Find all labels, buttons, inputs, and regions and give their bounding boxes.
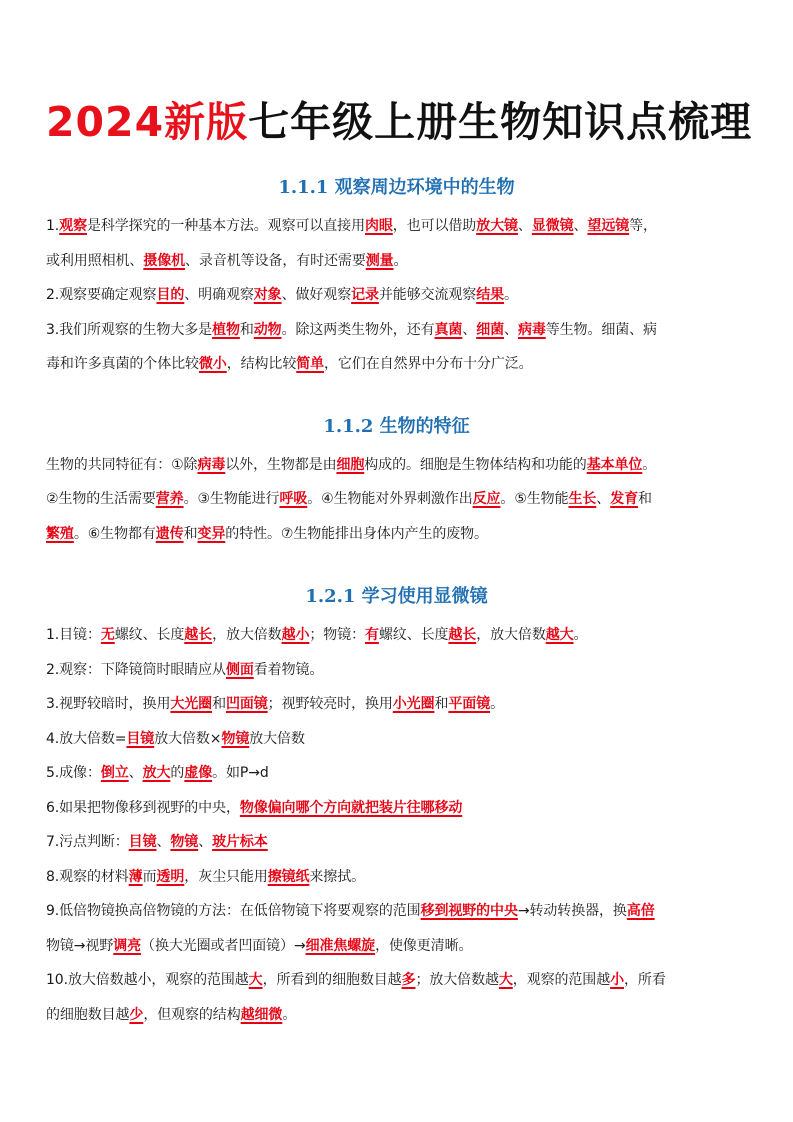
keyword-highlight: 越长 [448,627,477,643]
keyword-highlight: 简单 [296,356,325,372]
text-segment: ，放大倍数 [212,627,282,643]
keyword-highlight: 微小 [198,356,227,372]
keyword-highlight: 有 [365,627,379,643]
keyword-highlight: 物像偏向哪个方向就把装片往哪移动 [239,799,463,816]
keyword-highlight: 动物 [253,321,282,338]
keyword-highlight: 多 [401,972,416,988]
keyword-highlight: 凹面镜 [225,696,268,712]
keyword-highlight: 物镜 [221,730,250,747]
text-segment: 9.低倍物镜换高倍物镜的方法：在低倍物镜下将要观察的范围 [46,903,421,919]
text-segment: ，所看到的细胞数目越 [262,972,402,988]
text-segment: ；视野较亮时，换用 [267,696,393,712]
keyword-highlight: 细准焦螺旋 [305,937,376,954]
text-segment: 螺纹、长度 [114,627,185,643]
text-segment: 物镜→视野 [46,937,114,954]
keyword-highlight: 高倍 [626,903,655,919]
text-segment: ，它们在自然界中分布十分广泛。 [324,356,533,372]
text-line [46,825,747,860]
text-line [46,517,747,552]
text-segment: 。 [393,252,408,269]
text-segment: 放大倍数 [249,730,305,747]
keyword-highlight: 细菌 [476,321,505,338]
text-segment: 7.污点判断： [46,834,129,850]
keyword-highlight: 移到视野的中央 [420,903,518,919]
text-segment: 是科学探究的一种基本方法。观察可以直接用 [86,218,365,234]
keyword-highlight: 目镜 [128,834,157,850]
text-segment: ，但观察的结构 [143,1006,241,1023]
keyword-highlight: 繁殖 [46,525,74,542]
section-body-characteristics [46,448,747,552]
keyword-highlight: 发育 [610,491,639,507]
keyword-highlight: 结果 [476,287,505,303]
keyword-highlight: 越长 [184,627,213,643]
text-segment: 构成的。细胞是生物体结构和功能的 [364,456,587,473]
text-segment: 、做好观察 [281,287,352,303]
keyword-highlight: 病毒 [517,321,546,338]
text-segment: 看着物镜。 [253,661,324,678]
text-line [46,209,747,244]
keyword-highlight: 薄 [128,868,143,885]
keyword-highlight: 大光圈 [170,696,213,712]
keyword-highlight: 目的 [156,287,185,303]
text-segment: 2.观察要确定观察 [46,287,157,303]
text-segment: 。 [642,456,657,473]
keyword-highlight: 玻片标本 [212,834,268,850]
title-year-part: 2024新版 [46,98,249,146]
text-segment: 和 [212,696,226,712]
text-segment: 、 [128,765,143,781]
keyword-highlight: 反应 [472,491,501,507]
text-segment: 。除这两类生物外，还有 [281,321,435,338]
keyword-highlight: 擦镜纸 [267,868,310,885]
text-line [46,791,747,826]
keyword-highlight: 小光圈 [392,696,435,712]
text-segment: 3.视野较暗时，换用 [46,696,171,712]
keyword-highlight: 小 [610,972,625,988]
text-segment: ，结构比较 [226,356,297,372]
text-segment: 、明确观察 [184,287,254,303]
text-line [46,653,747,688]
text-segment: 8.观察的材料 [46,868,129,885]
text-segment: 的特性。⑦生物能排出身体内产生的废物。 [225,525,488,542]
title-main-part: 七年级上册生物知识点梳理 [248,98,753,146]
text-segment: 而 [142,868,157,885]
keyword-highlight: 摄像机 [143,252,186,269]
text-line [46,482,747,517]
keyword-highlight: 放大 [142,765,171,781]
keyword-highlight: 大 [498,972,513,988]
text-segment: 和 [183,525,198,542]
keyword-highlight: 侧面 [225,661,254,678]
keyword-highlight: 倒立 [100,765,129,781]
text-line [46,448,747,483]
text-segment: 的 [170,765,185,781]
text-segment: 、 [462,321,477,338]
section-heading-observation: 1.1.1 观察周边环境中的生物 [278,177,515,198]
text-segment: 10.放大倍数越小，观察的范围越 [46,972,249,988]
text-segment: ，使像更清晰。 [375,937,473,954]
keyword-highlight: 记录 [351,287,379,303]
keyword-highlight: 调亮 [113,937,142,954]
text-segment: 、 [517,218,532,234]
text-segment: 的细胞数目越 [46,1006,130,1023]
text-segment: （换大光圈或者凹面镜）→ [141,937,306,954]
text-line [46,244,747,279]
keyword-highlight: 物镜 [170,834,199,850]
text-segment: 。 [490,696,504,712]
section-heading-microscope: 1.2.1 学习使用显微镜 [305,586,488,607]
section-body-microscope [46,618,747,1032]
text-segment: 或利用照相机、 [46,252,144,269]
text-segment: 、 [198,834,213,850]
text-segment: 3.我们所观察的生物大多是 [46,321,213,338]
text-segment: ，观察的范围越 [512,972,611,988]
section-heading-characteristics: 1.1.2 生物的特征 [323,415,470,437]
text-segment: 和 [638,491,652,507]
text-segment: ②生物的生活需要 [46,491,156,507]
text-segment: 、录音机等设备，有时还需要 [185,252,366,269]
keyword-highlight: 遗传 [155,525,184,542]
keyword-highlight: 呼吸 [279,491,308,507]
text-segment: 。 [573,627,588,643]
text-line [46,313,747,348]
text-segment: 等， [629,218,657,234]
text-segment: 等生物。细菌、病 [545,321,657,338]
page-title [46,0,753,152]
keyword-highlight: 细胞 [336,456,365,473]
text-line [46,618,747,653]
text-segment: ，所看 [624,972,666,988]
text-segment: 。③生物能进行 [183,491,280,507]
text-segment: ，也可以借助 [392,218,477,234]
keyword-highlight: 目镜 [126,730,155,747]
text-segment: 1. [46,218,60,234]
keyword-highlight: 虚像 [184,765,213,781]
text-line [46,687,747,722]
text-segment: 5.成像： [46,765,101,781]
keyword-highlight: 病毒 [197,456,226,473]
text-segment: ，放大倍数 [476,627,546,643]
keyword-highlight: 观察 [59,218,87,234]
text-segment: 螺纹、长度 [378,627,449,643]
text-segment: ；放大倍数越 [415,972,499,988]
text-line [46,963,747,998]
text-segment: 2.观察：下降镜筒时眼睛应从 [46,661,226,678]
text-line [46,278,747,313]
text-segment: 、 [573,218,588,234]
keyword-highlight: 放大镜 [476,218,518,234]
keyword-highlight: 望远镜 [587,218,630,234]
keyword-highlight: 对象 [253,287,282,303]
text-segment: 。④生物能对外界刺激作出 [307,491,473,507]
text-segment: 6.如果把物像移到视野的中央， [46,799,240,816]
text-segment: 和 [434,696,449,712]
keyword-highlight: 肉眼 [364,218,393,234]
text-line [46,756,747,791]
text-segment: →转动转换器，换 [517,903,627,919]
text-segment: ；物镜： [309,627,365,643]
keyword-highlight: 越细微 [240,1006,283,1023]
text-segment: 毒和许多真菌的个体比较 [46,356,199,372]
keyword-highlight: 真菌 [434,321,463,338]
keyword-highlight: 越大 [545,627,574,643]
keyword-highlight: 营养 [155,491,184,507]
text-line [46,998,747,1033]
text-segment: 、 [156,834,171,850]
text-segment: 和 [239,321,254,338]
keyword-highlight: 透明 [156,868,185,885]
text-segment: 以外，生物都是由 [225,456,337,473]
keyword-highlight: 生长 [568,491,597,507]
text-segment: 并能够交流观察 [378,287,477,303]
keyword-highlight: 越小 [281,627,310,643]
text-line [46,929,747,964]
text-segment: 放大倍数× [154,730,222,747]
text-segment: 、 [596,491,611,507]
text-line [46,347,747,382]
keyword-highlight: 植物 [212,321,240,338]
text-segment: 。 [504,287,518,303]
text-segment: 生物的共同特征有：①除 [46,456,198,473]
section-body-observation [46,209,747,382]
text-line [46,894,747,929]
text-segment: 。如P→d [212,765,269,781]
keyword-highlight: 大 [248,972,263,988]
text-segment: ，灰尘只能用 [184,868,268,885]
keyword-highlight: 基本单位 [586,456,643,473]
text-line [46,860,747,895]
keyword-highlight: 变异 [197,525,226,542]
text-segment: 4.放大倍数= [46,730,127,747]
keyword-highlight: 显微镜 [531,218,574,234]
keyword-highlight: 测量 [365,252,394,269]
keyword-highlight: 无 [100,627,115,643]
text-segment: 。⑥生物都有 [73,525,156,542]
text-segment: 。⑤生物能 [500,491,569,507]
text-segment: 来擦拭。 [309,868,366,885]
text-line [46,722,747,757]
text-segment: 、 [504,321,518,338]
keyword-highlight: 平面镜 [448,696,491,712]
text-segment: 1.目镜： [46,627,101,643]
text-segment: 。 [282,1006,297,1023]
keyword-highlight: 少 [129,1006,144,1023]
